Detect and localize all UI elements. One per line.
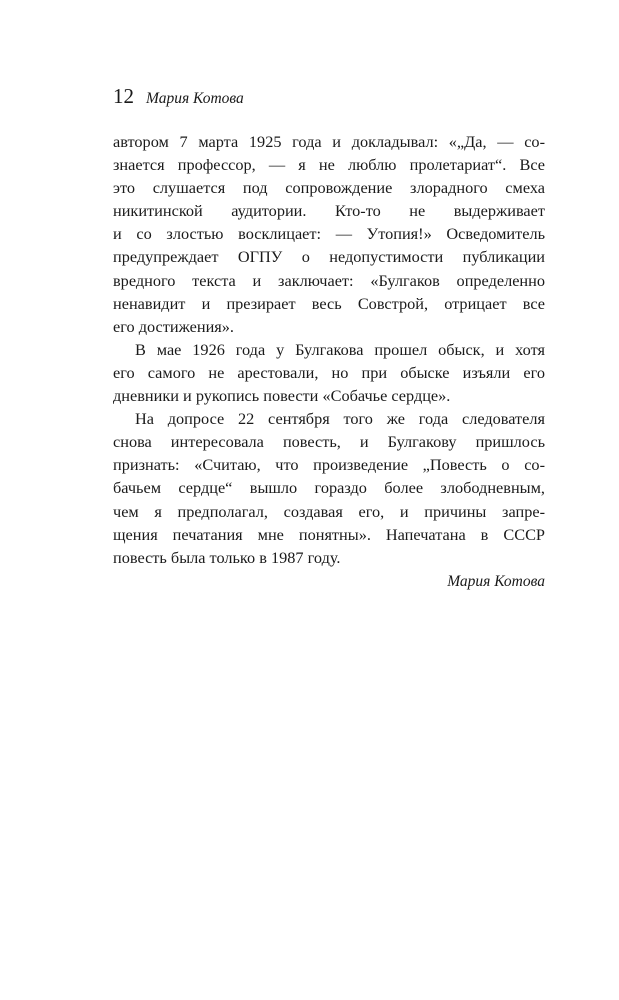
author-signature: Мария Котова xyxy=(447,572,545,590)
text-line: автором 7 марта 1925 года и докладывал: «„Да, — со- xyxy=(113,132,545,151)
paragraph-2 xyxy=(113,338,545,407)
text-line: На допросе 22 сентября того же года следователя xyxy=(135,409,545,429)
page-number: 12 xyxy=(113,84,134,108)
text-line: вредного текста и заключает: «Булгаков определенно xyxy=(113,270,545,290)
text-line: его достижения». xyxy=(113,316,234,336)
text-line: снова интересовала повесть, и Булгакову пришлось xyxy=(113,432,545,452)
text-line: знается профессор, — я не люблю пролетариат“. Все xyxy=(113,155,545,175)
text-line: признать: «Считаю, что произведение „Повесть о со- xyxy=(113,455,545,475)
running-head: Мария Котова xyxy=(146,90,244,107)
text-line: чем я предполагал, создавая его, и причины запре- xyxy=(113,501,545,521)
text-line: и со злостью восклицает: — Утопия!» Осведомитель xyxy=(113,224,545,244)
text-line: щения печатания мне понятны». Напечатана в СССР xyxy=(113,524,545,544)
text-line: никитинской аудитории. Кто-то не выдерживает xyxy=(113,201,545,221)
text-line: В мае 1926 года у Булгакова прошел обыск, и хотя xyxy=(135,339,545,359)
paragraph-3 xyxy=(113,407,545,569)
text-line: предупреждает ОГПУ о недопустимости публикации xyxy=(113,247,545,267)
text-line: это слушается под сопровождение злорадного смеха xyxy=(113,178,545,198)
paragraph-1 xyxy=(113,130,545,338)
page-header xyxy=(113,84,244,110)
text-line: его самого не арестовали, но при обыске изъяли его xyxy=(113,362,545,382)
text-line: дневники и рукопись повести «Собачье сердце». xyxy=(113,386,451,406)
text-line: повесть была только в 1987 году. xyxy=(113,547,341,567)
text-line: бачьем сердце“ вышло гораздо более злободневным, xyxy=(113,478,545,498)
body-text xyxy=(113,130,545,593)
text-line: ненавидит и презирает весь Совстрой, отрицает все xyxy=(113,293,545,313)
